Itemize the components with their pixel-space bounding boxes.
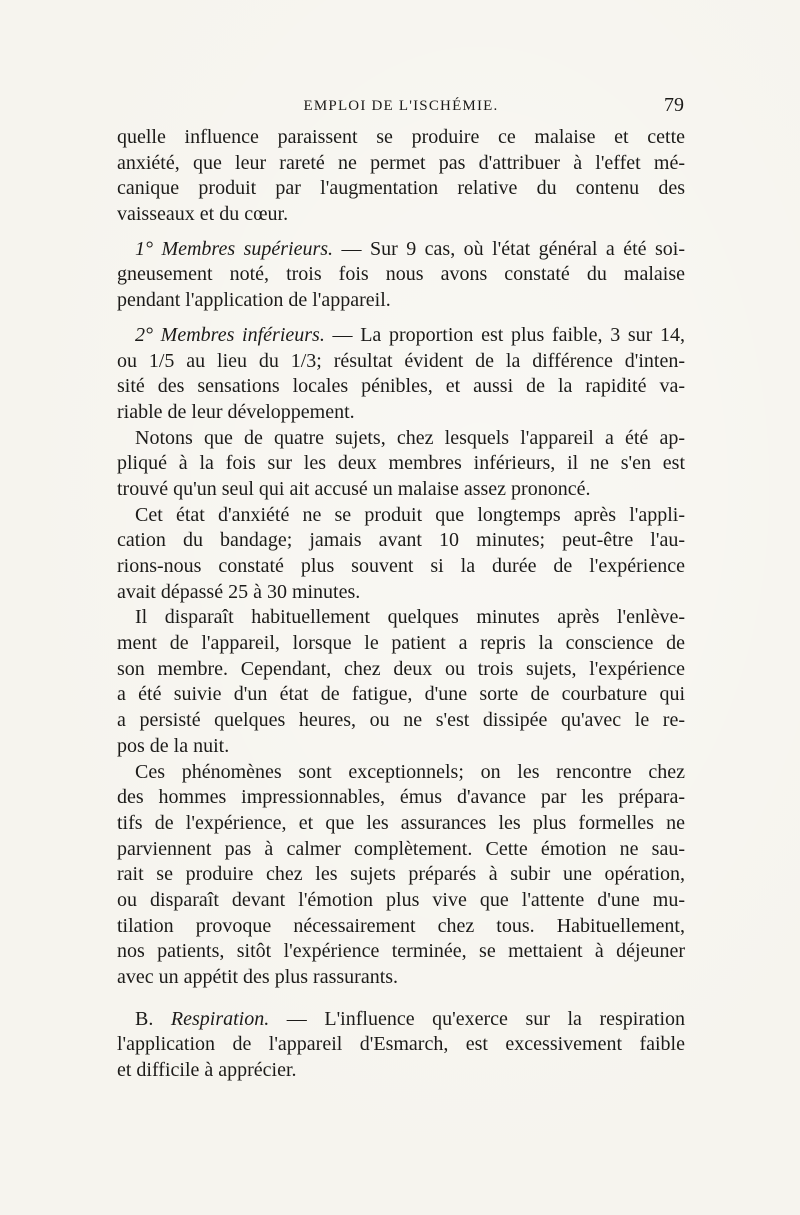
subheading-upper-limbs: 1° Membres supérieurs. — [135, 237, 334, 260]
text-line: l'application de l'appareil d'Esmarch, est excessivement faible — [117, 1033, 685, 1056]
body-text — [117, 125, 685, 1084]
text-line: nos patients, sitôt l'expérience terminée, se mettaient à déjeuner — [117, 940, 685, 963]
paragraph-lead-line — [117, 323, 685, 349]
text-line: quelle influence paraissent se produire ce malaise et cette — [117, 126, 685, 148]
text-line: Notons que de quatre sujets, chez lesquels l'appareil a été ap- — [135, 426, 685, 449]
text-line: Cet état d'anxiété ne se produit que longtemps après l'appli- — [135, 503, 685, 526]
text-line: tifs de l'expérience, et que les assurances les plus formelles ne — [117, 811, 685, 834]
text-line: pos de la nuit. — [117, 734, 230, 757]
text-line: anxiété, que leur rareté ne permet pas d'attribuer à l'effet mé- — [117, 151, 685, 174]
text-fragment: — La proportion est plus faible, 3 sur 14, — [324, 323, 685, 346]
text-line: pliqué à la fois sur les deux membres inférieurs, il ne s'en est — [117, 452, 685, 475]
paragraph-lead-line — [117, 1007, 685, 1033]
paragraph-gap — [117, 314, 685, 323]
running-title: EMPLOI DE L'ISCHÉMIE. — [303, 98, 499, 114]
subheading-lower-limbs: 2° Membres inférieurs. — [135, 323, 325, 346]
paragraph-gap — [117, 228, 685, 237]
text-line: Ces phénomènes sont exceptionnels; on les rencontre chez — [135, 760, 685, 783]
text-line: a été suivie d'un état de fatigue, d'une sorte de courbature qui — [117, 683, 685, 706]
running-head — [118, 94, 684, 122]
paragraph-lead-line — [117, 237, 685, 263]
text-line: avait dépassé 25 à 30 minutes. — [117, 580, 361, 603]
text-line: tilation provoque nécessairement chez tous. Habituellement, — [117, 914, 685, 937]
text-line: canique produit par l'augmentation relative du contenu des — [117, 177, 685, 200]
page-number: 79 — [664, 94, 684, 116]
text-line: a persisté quelques heures, ou ne s'est dissipée qu'avec le re- — [117, 709, 685, 732]
text-line: Il disparaît habituellement quelques minutes après l'enlève- — [135, 606, 685, 629]
text-line: riable de leur développement. — [117, 400, 355, 423]
text-line: vaisseaux et du cœur. — [117, 203, 289, 226]
section-gap — [117, 991, 685, 1007]
text-line: ment de l'appareil, lorsque le patient a repris la conscience de — [117, 632, 685, 655]
text-line: gneusement noté, trois fois nous avons constaté du malaise — [117, 263, 685, 286]
text-line: des hommes impressionnables, émus d'avance par les prépara- — [117, 786, 685, 809]
text-line: et difficile à apprécier. — [117, 1059, 297, 1082]
text-line: pendant l'application de l'appareil. — [117, 289, 391, 312]
text-line: ou 1/5 au lieu du 1/3; résultat évident de la différence d'inten- — [117, 349, 685, 372]
section-letter: B. — [135, 1007, 171, 1030]
subheading-respiration: Respiration. — [170, 1007, 270, 1030]
text-fragment: — Sur 9 cas, où l'état général a été soi- — [333, 237, 685, 260]
text-line: cation du bandage; jamais avant 10 minutes; peut-être l'au- — [117, 529, 685, 552]
text-line: trouvé qu'un seul qui ait accusé un malaise assez prononcé. — [117, 477, 591, 500]
text-line: rait se produire chez les sujets préparés à subir une opération, — [117, 863, 685, 886]
text-line: sité des sensations locales pénibles, et aussi de la rapidité va- — [117, 375, 685, 398]
text-line: rions-nous constaté plus souvent si la durée de l'expérience — [117, 555, 685, 577]
text-line: parviennent pas à calmer complètement. Cette émotion ne sau- — [117, 837, 685, 860]
text-line: ou disparaît devant l'émotion plus vive que l'attente d'une mu- — [117, 888, 685, 911]
text-line: avec un appétit des plus rassurants. — [117, 966, 399, 988]
text-line: son membre. Cependant, chez deux ou trois sujets, l'expérience — [117, 657, 685, 680]
text-fragment: — L'influence qu'exerce sur la respiration — [269, 1007, 685, 1030]
